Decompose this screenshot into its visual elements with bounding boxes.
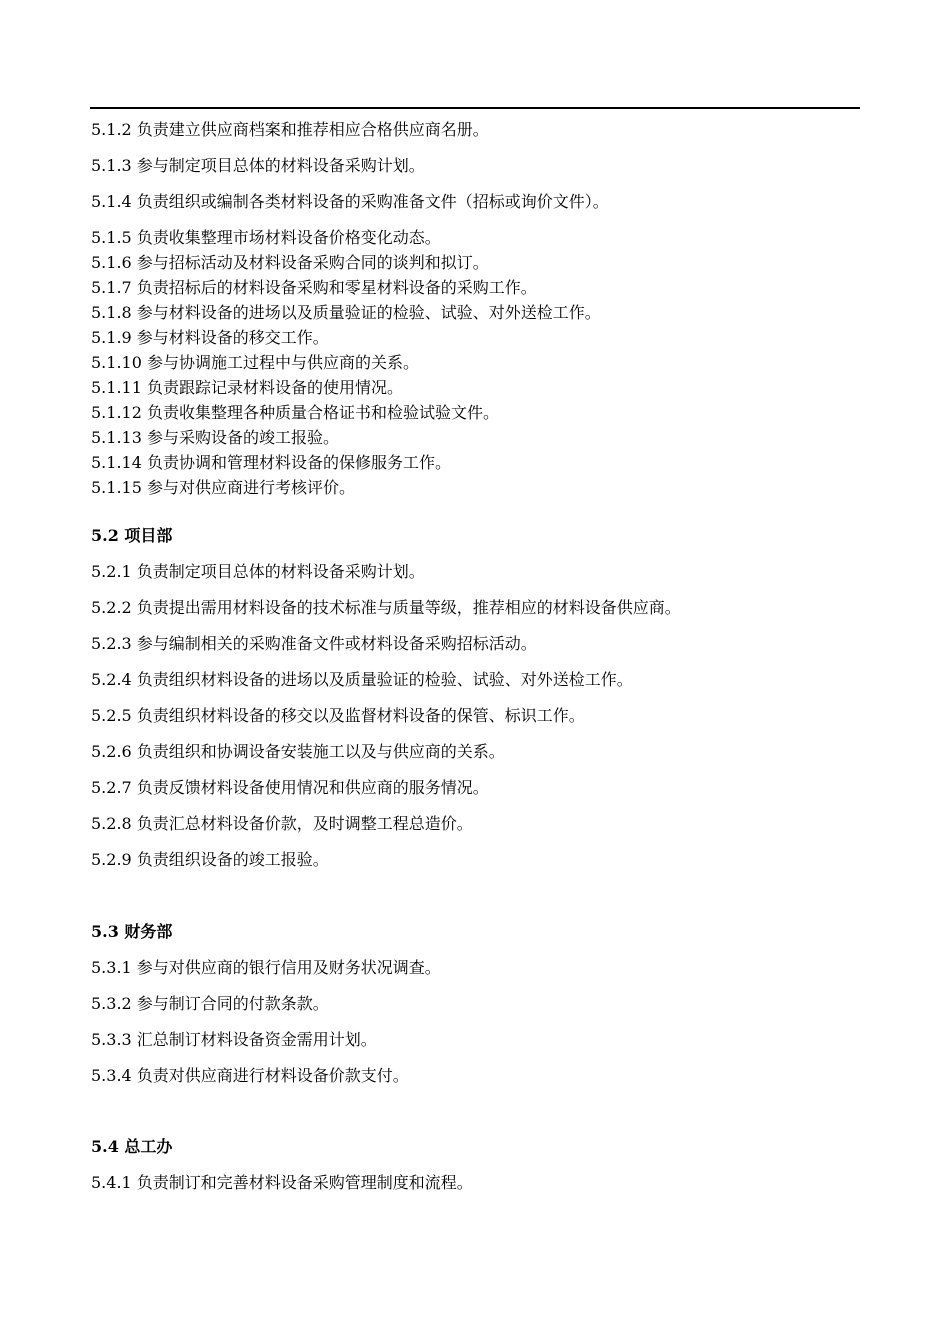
list-item: 5.1.3 参与制定项目总体的材料设备采购计划。 [91, 156, 425, 175]
section-5-4 [91, 1134, 861, 1195]
list-item: 5.3.3 汇总制订材料设备资金需用计划。 [91, 1030, 377, 1049]
list-item: 5.3.4 负责对供应商进行材料设备价款支付。 [91, 1066, 409, 1085]
section-heading: 5.3 财务部 [91, 922, 173, 941]
list-item: 5.1.13 参与采购设备的竣工报验。 [91, 428, 339, 447]
list-item: 5.4.1 负责制订和完善材料设备采购管理制度和流程。 [91, 1173, 473, 1192]
list-item: 5.2.7 负责反馈材料设备使用情况和供应商的服务情况。 [91, 778, 489, 797]
list-item: 5.2.9 负责组织设备的竣工报验。 [91, 850, 329, 869]
list-item: 5.2.2 负责提出需用材料设备的技术标准与质量等级，推荐相应的材料设备供应商。 [91, 598, 681, 617]
document-body [91, 117, 861, 1195]
list-item: 5.1.15 参与对供应商进行考核评价。 [91, 478, 355, 497]
list-item: 5.1.8 参与材料设备的进场以及质量验证的检验、试验、对外送检工作。 [91, 303, 601, 322]
list-item: 5.3.2 参与制订合同的付款条款。 [91, 994, 329, 1013]
list-item: 5.1.11 负责跟踪记录材料设备的使用情况。 [91, 378, 403, 397]
list-item: 5.2.1 负责制定项目总体的材料设备采购计划。 [91, 562, 425, 581]
list-item: 5.1.6 参与招标活动及材料设备采购合同的谈判和拟订。 [91, 253, 489, 272]
section-5-3 [91, 919, 861, 1088]
header-rule [90, 107, 860, 109]
list-item: 5.2.3 参与编制相关的采购准备文件或材料设备采购招标活动。 [91, 634, 537, 653]
list-item: 5.1.14 负责协调和管理材料设备的保修服务工作。 [91, 453, 451, 472]
section-5-1 [91, 117, 861, 500]
list-item: 5.2.8 负责汇总材料设备价款，及时调整工程总造价。 [91, 814, 473, 833]
list-item: 5.1.4 负责组织或编制各类材料设备的采购准备文件（招标或询价文件）。 [91, 192, 609, 211]
list-item: 5.2.4 负责组织材料设备的进场以及质量验证的检验、试验、对外送检工作。 [91, 670, 633, 689]
list-item: 5.2.6 负责组织和协调设备安装施工以及与供应商的关系。 [91, 742, 505, 761]
list-item: 5.1.2 负责建立供应商档案和推荐相应合格供应商名册。 [91, 120, 489, 139]
list-item: 5.1.10 参与协调施工过程中与供应商的关系。 [91, 353, 419, 372]
section-5-2 [91, 523, 861, 872]
section-heading: 5.4 总工办 [91, 1137, 173, 1156]
list-item: 5.1.5 负责收集整理市场材料设备价格变化动态。 [91, 228, 441, 247]
list-item: 5.1.9 参与材料设备的移交工作。 [91, 328, 329, 347]
list-item: 5.1.7 负责招标后的材料设备采购和零星材料设备的采购工作。 [91, 278, 537, 297]
list-item: 5.1.12 负责收集整理各种质量合格证书和检验试验文件。 [91, 403, 499, 422]
section-heading: 5.2 项目部 [91, 526, 173, 545]
list-item: 5.3.1 参与对供应商的银行信用及财务状况调查。 [91, 958, 441, 977]
list-item: 5.2.5 负责组织材料设备的移交以及监督材料设备的保管、标识工作。 [91, 706, 585, 725]
